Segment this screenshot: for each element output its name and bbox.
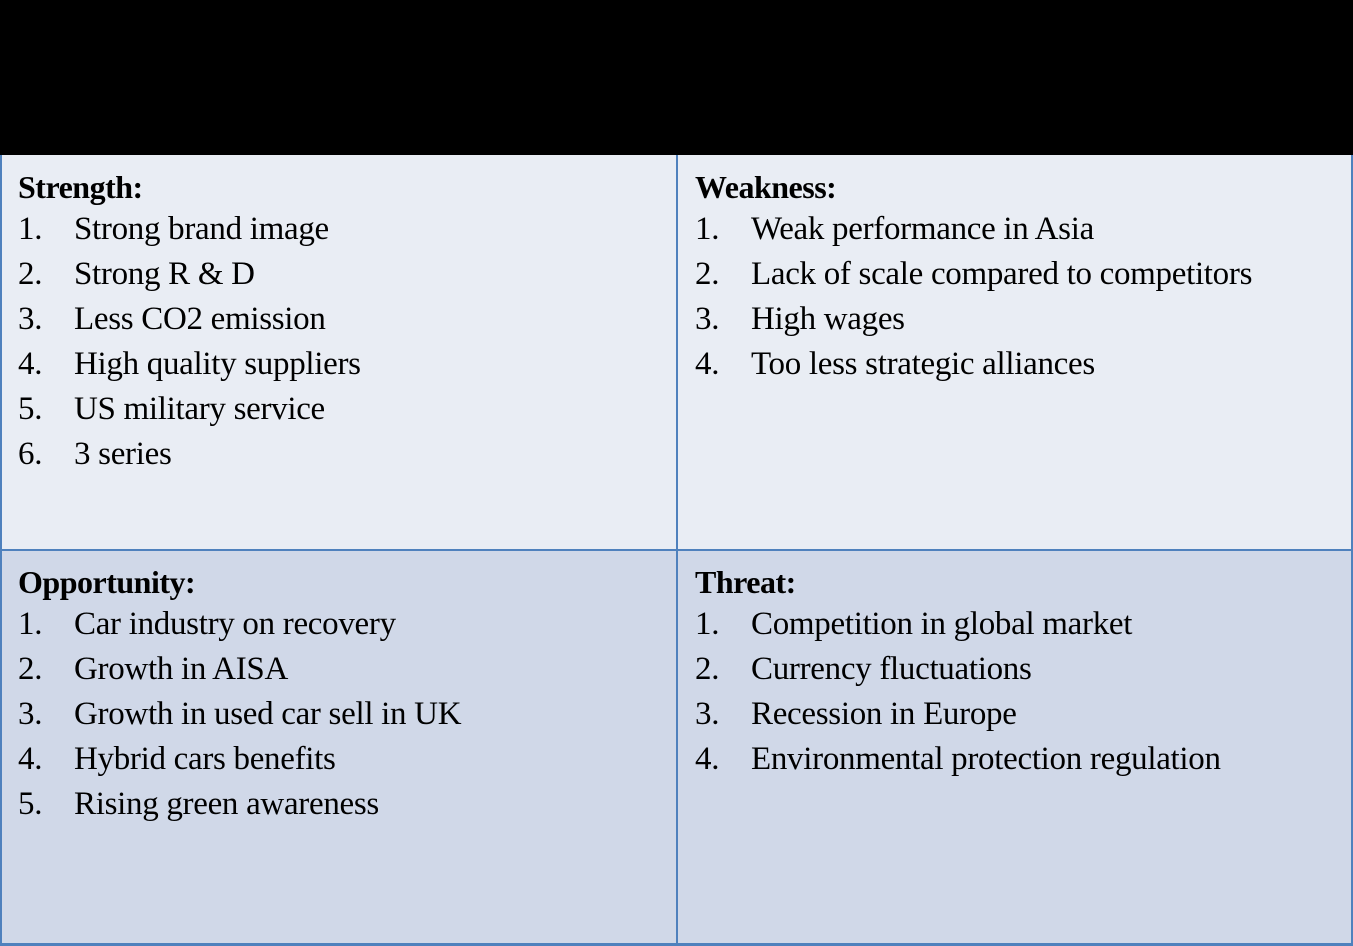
list-item: 3. Recession in Europe: [695, 696, 1017, 732]
list-item: 1. Weak performance in Asia: [695, 211, 1094, 247]
swot-table: [0, 155, 1353, 946]
strength-cell: [0, 155, 677, 550]
list-item: 2. Lack of scale compared to competitors: [695, 256, 1253, 292]
list-item: 4. Environmental protection regulation: [695, 741, 1221, 777]
weakness-list: [695, 207, 1353, 387]
list-item: 2. Strong R & D: [18, 256, 255, 292]
list-item: 1. Strong brand image: [18, 211, 329, 247]
list-item: 4. Too less strategic alliances: [695, 346, 1095, 382]
threat-title: Threat:: [695, 564, 796, 600]
list-item: 2. Growth in AISA: [18, 651, 288, 687]
header-band: [0, 0, 1353, 155]
opportunity-list: [18, 602, 677, 827]
list-item: 3. High wages: [695, 301, 905, 337]
list-item: 4. Hybrid cars benefits: [18, 741, 336, 777]
list-item: 3. Less CO2 emission: [18, 301, 326, 337]
list-item: 2. Currency fluctuations: [695, 651, 1032, 687]
list-item: 4. High quality suppliers: [18, 346, 361, 382]
opportunity-title: Opportunity:: [18, 564, 196, 600]
threat-cell: [677, 550, 1353, 946]
list-item: 1. Car industry on recovery: [18, 606, 396, 642]
list-item: 6. 3 series: [18, 436, 172, 472]
weakness-cell: [677, 155, 1353, 550]
list-item: 5. US military service: [18, 391, 325, 427]
list-item: 1. Competition in global market: [695, 606, 1133, 642]
list-item: 5. Rising green awareness: [18, 786, 379, 822]
list-item: 3. Growth in used car sell in UK: [18, 696, 462, 732]
threat-list: [695, 602, 1353, 782]
strength-title: Strength:: [18, 169, 143, 205]
weakness-title: Weakness:: [695, 169, 837, 205]
opportunity-cell: [0, 550, 677, 946]
table-divider-horizontal: [0, 549, 1353, 551]
strength-list: [18, 207, 677, 477]
